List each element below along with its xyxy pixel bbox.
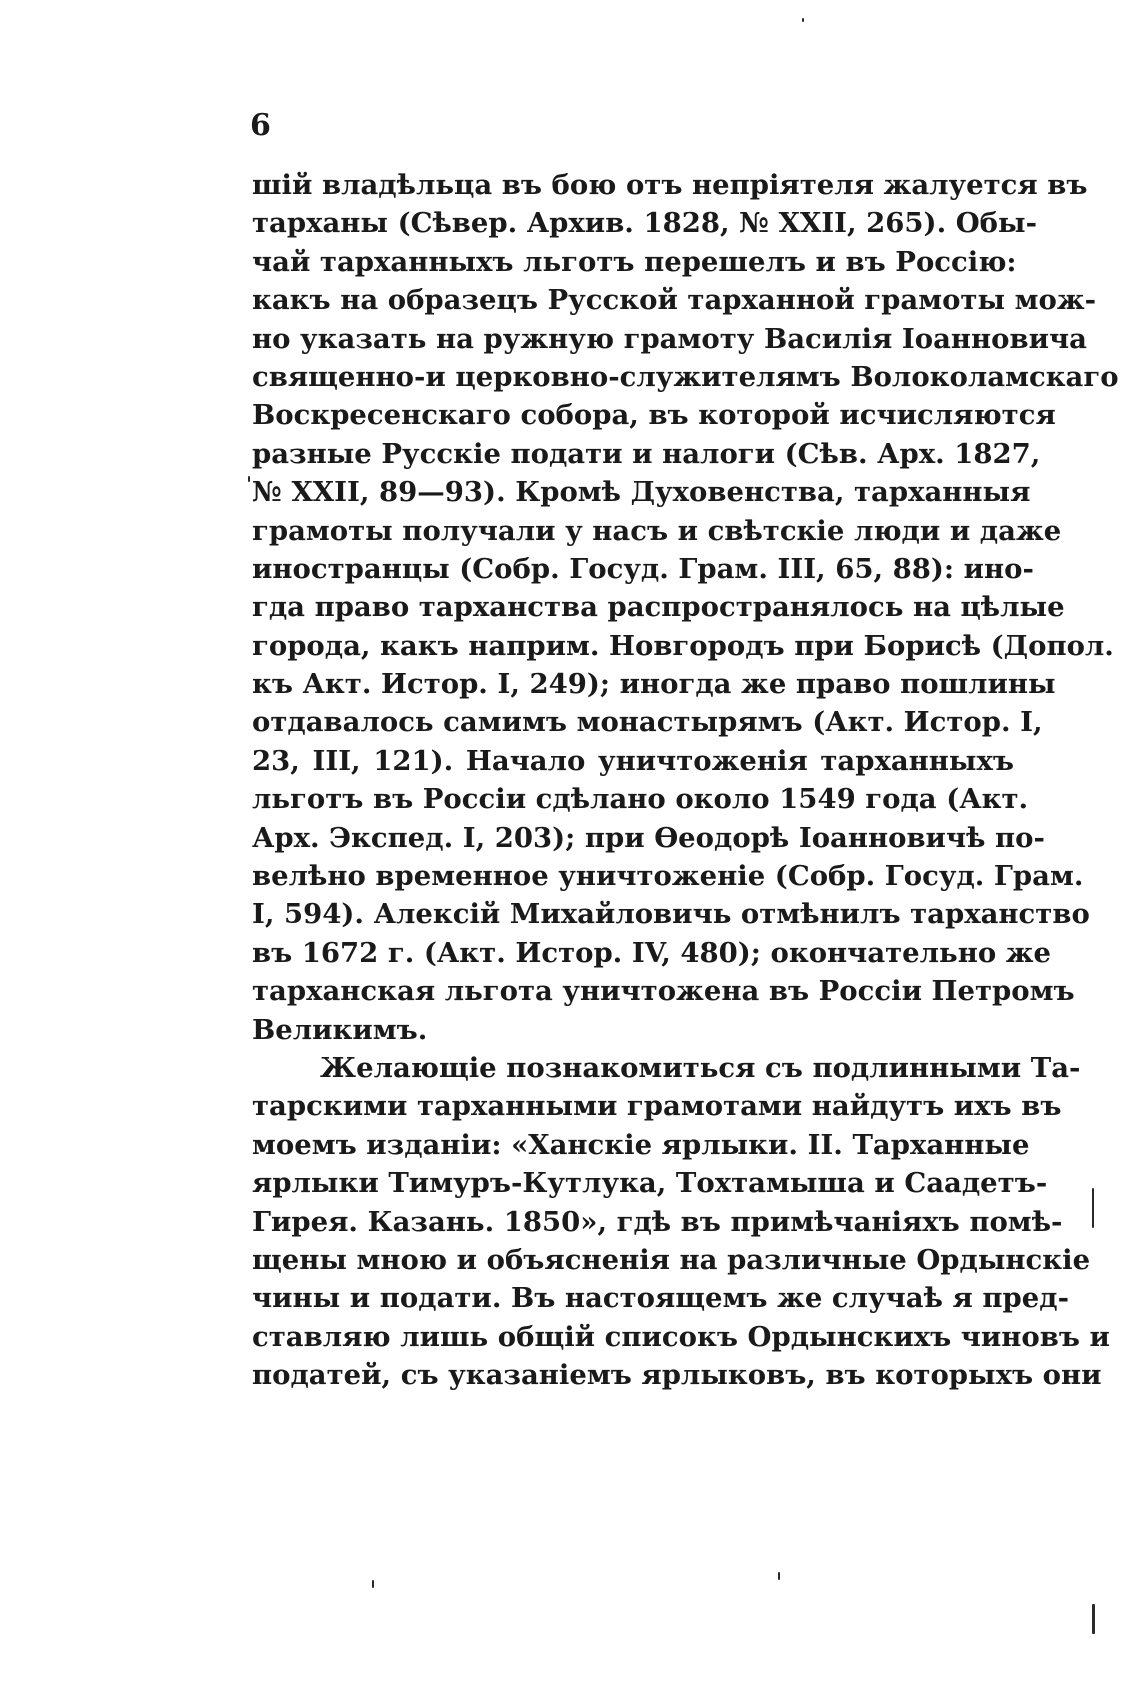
text-line: священно-и церковно-служителямъ Волоколамскаго bbox=[252, 360, 1119, 393]
text-line: какъ на образецъ Русской тарханной грамоты мож- bbox=[252, 284, 1097, 317]
text-line: I, 594). Алексій Михайловичь отмѣнилъ тарханство bbox=[252, 898, 1090, 931]
page-number: 6 bbox=[250, 108, 271, 143]
scan-speck bbox=[802, 18, 804, 22]
scan-edge-mark bbox=[1092, 1604, 1095, 1634]
text-line: щены мною и объясненія на различные Ордынскіе bbox=[252, 1243, 1091, 1276]
text-line: Арх. Экспед. I, 203); при Ѳеодорѣ Іоанновичѣ по- bbox=[252, 821, 1045, 854]
text-line: ярлыки Тимуръ-Кутлука, Тохтамыша и Саадетъ- bbox=[252, 1167, 1048, 1200]
text-line: льготъ въ Россіи сдѣлано около 1549 года (Акт. bbox=[252, 783, 1029, 816]
paragraph-1 bbox=[252, 166, 1119, 1049]
text-line: къ Акт. Истор. I, 249); иногда же право пошлины bbox=[252, 668, 1056, 701]
text-line: чины и подати. Въ настоящемъ же случаѣ я пред- bbox=[252, 1282, 1069, 1315]
text-line: отдавалось самимъ монастырямъ (Акт. Истор. I, bbox=[252, 706, 1043, 739]
text-line: № XXII, 89—93). Кромѣ Духовенства, тарханныя bbox=[252, 476, 1031, 509]
text-line: ставляю лишь общій списокъ Ордынскихъ чиновъ и bbox=[252, 1320, 1110, 1353]
text-line: разные Русскіе подати и налоги (Сѣв. Арх. 1827, bbox=[252, 437, 1041, 470]
paragraph-2 bbox=[252, 1049, 1110, 1395]
text-line: иностранцы (Собр. Госуд. Грам. III, 65, 88): ино- bbox=[252, 552, 1034, 585]
text-line: шій владѣльца въ бою отъ непріятеля жалуется въ bbox=[252, 169, 1088, 201]
text-line: города, какъ наприм. Новгородъ при Борисѣ (Допол. bbox=[252, 629, 1114, 662]
text-line: гда право тарханства распространялось на цѣлые bbox=[252, 591, 1065, 624]
text-line: но указать на ружную грамоту Василія Іоанновича bbox=[252, 322, 1087, 355]
scan-edge-mark bbox=[1092, 1188, 1094, 1228]
text-line: Гирея. Казань. 1850», гдѣ въ примѣчаніяхъ помѣ- bbox=[252, 1205, 1063, 1238]
text-line: грамоты получали у насъ и свѣтскіе люди и даже bbox=[252, 514, 1062, 547]
text-line: чай тарханныхъ льготъ перешелъ и въ Россію: bbox=[252, 245, 1017, 278]
text-line: Воскресенскаго собора, въ которой исчисляются bbox=[252, 399, 1056, 432]
text-line: моемъ изданіи: «Ханскіе ярлыки. II. Тарханные bbox=[252, 1128, 1030, 1161]
text-line: велѣно временное уничтоженіе (Собр. Госуд. Грам. bbox=[252, 860, 1084, 893]
text-line: тарханская льгота уничтожена въ Россіи Петромъ bbox=[252, 975, 1075, 1008]
scan-speck bbox=[778, 1572, 780, 1580]
scan-speck bbox=[248, 476, 250, 482]
text-line: въ 1672 г. (Акт. Истор. IV, 480); окончательно же bbox=[252, 936, 1052, 969]
text-line: 23, III, 121). Начало уничтоженія тарханныхъ bbox=[252, 744, 1014, 777]
text-line: податей, съ указаніемъ ярлыковъ, въ которыхъ они bbox=[252, 1359, 1102, 1392]
scan-speck bbox=[372, 1580, 374, 1588]
body-text bbox=[252, 166, 1119, 1395]
text-line: Желающіе познакомиться съ подлинными Та- bbox=[320, 1051, 1081, 1084]
text-line: тарханы (Сѣвер. Архив. 1828, № XXII, 265). Обы- bbox=[252, 207, 1037, 240]
text-line: Великимъ. bbox=[252, 1013, 428, 1046]
text-line: тарскими тарханными грамотами найдутъ ихъ въ bbox=[252, 1090, 1062, 1123]
